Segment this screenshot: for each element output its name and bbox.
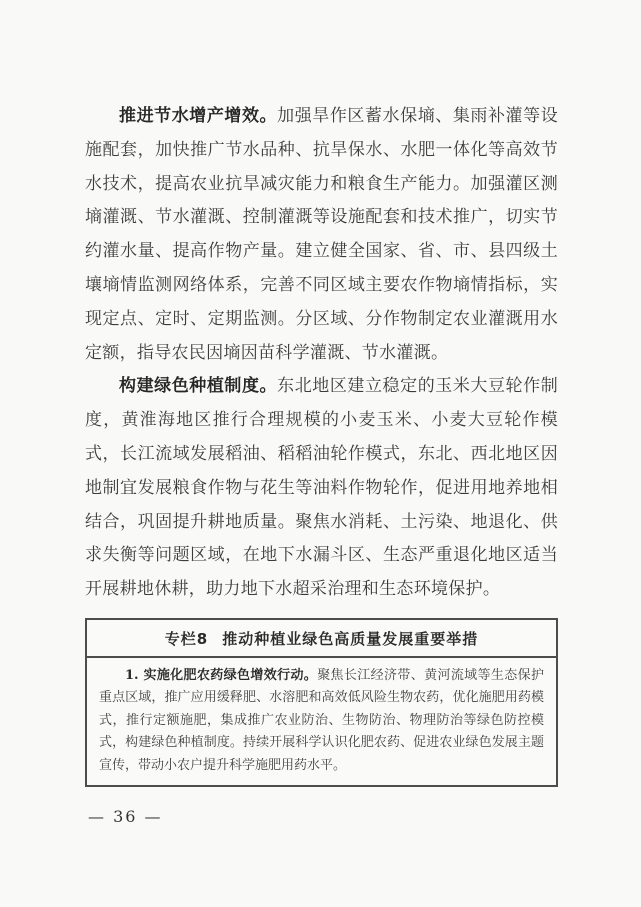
callout-box-title: 推动种植业绿色高质量发展重要举措	[222, 629, 479, 648]
callout-box-body	[87, 658, 556, 785]
page-body-text	[85, 100, 558, 787]
paragraph-body-green-planting: 东北地区建立稳定的玉米大豆轮作制度，黄淮海地区推行合理规模的小麦玉米、小麦大豆轮作模式，长江流域发展稻油、稻稻油轮作模式，东北、西北地区因地制宜发展粮食作物与花生等油料作物轮作，促进用地养地相结合，巩固提升耕地质量。聚焦水消耗、土污染、地退化、供求失衡等问题区域，在地下水漏斗区、生态严重退化地区适当开展耕地休耕，助力地下水超采治理和生态环境保护。	[85, 376, 558, 600]
page-number: — 36 —	[88, 807, 163, 826]
paragraph-water-saving	[85, 100, 558, 370]
paragraph-body-water-saving: 加强旱作区蓄水保墒、集雨补灌等设施配套，加快推广节水品种、抗旱保水、水肥一体化等高效节水技术，提高农业抗旱减灾能力和粮食生产能力。加强灌区测墒灌溉、节水灌溉、控制灌溉等设施配套和技术推广，切实节约灌水量、提高作物产量。建立健全国家、省、市、县四级土壤墒情监测网络体系，完善不同区域主要农作物墒情指标，实现定点、定时、定期监测。分区域、分作物制定农业灌溉用水定额，指导农民因墒因苗科学灌溉、节水灌溉。	[85, 106, 558, 363]
paragraph-lead-water-saving: 推进节水增产增效。	[119, 106, 278, 126]
callout-box-header	[87, 620, 556, 658]
paragraph-lead-green-planting: 构建绿色种植制度。	[119, 376, 278, 397]
paragraph-green-planting	[85, 370, 558, 607]
callout-box-label: 专栏8	[164, 629, 209, 648]
callout-box-column8	[85, 618, 558, 787]
callout-item-1-lead: 1. 实施化肥农药绿色增效行动。	[125, 667, 318, 683]
callout-item-1	[99, 665, 544, 777]
callout-item-1-body: 聚焦长江经济带、黄河流域等生态保护重点区域，推广应用缓释肥、水溶肥和高效低风险生物农药，优化施肥用药模式，推行定额施肥，集成推广农业防治、生物防治、物理防治等绿色防控模式，构建绿色种植制度。持续开展科学认识化肥农药、促进农业绿色发展主题宣传，带动小农户提升科学施肥用药水平。	[99, 667, 544, 773]
